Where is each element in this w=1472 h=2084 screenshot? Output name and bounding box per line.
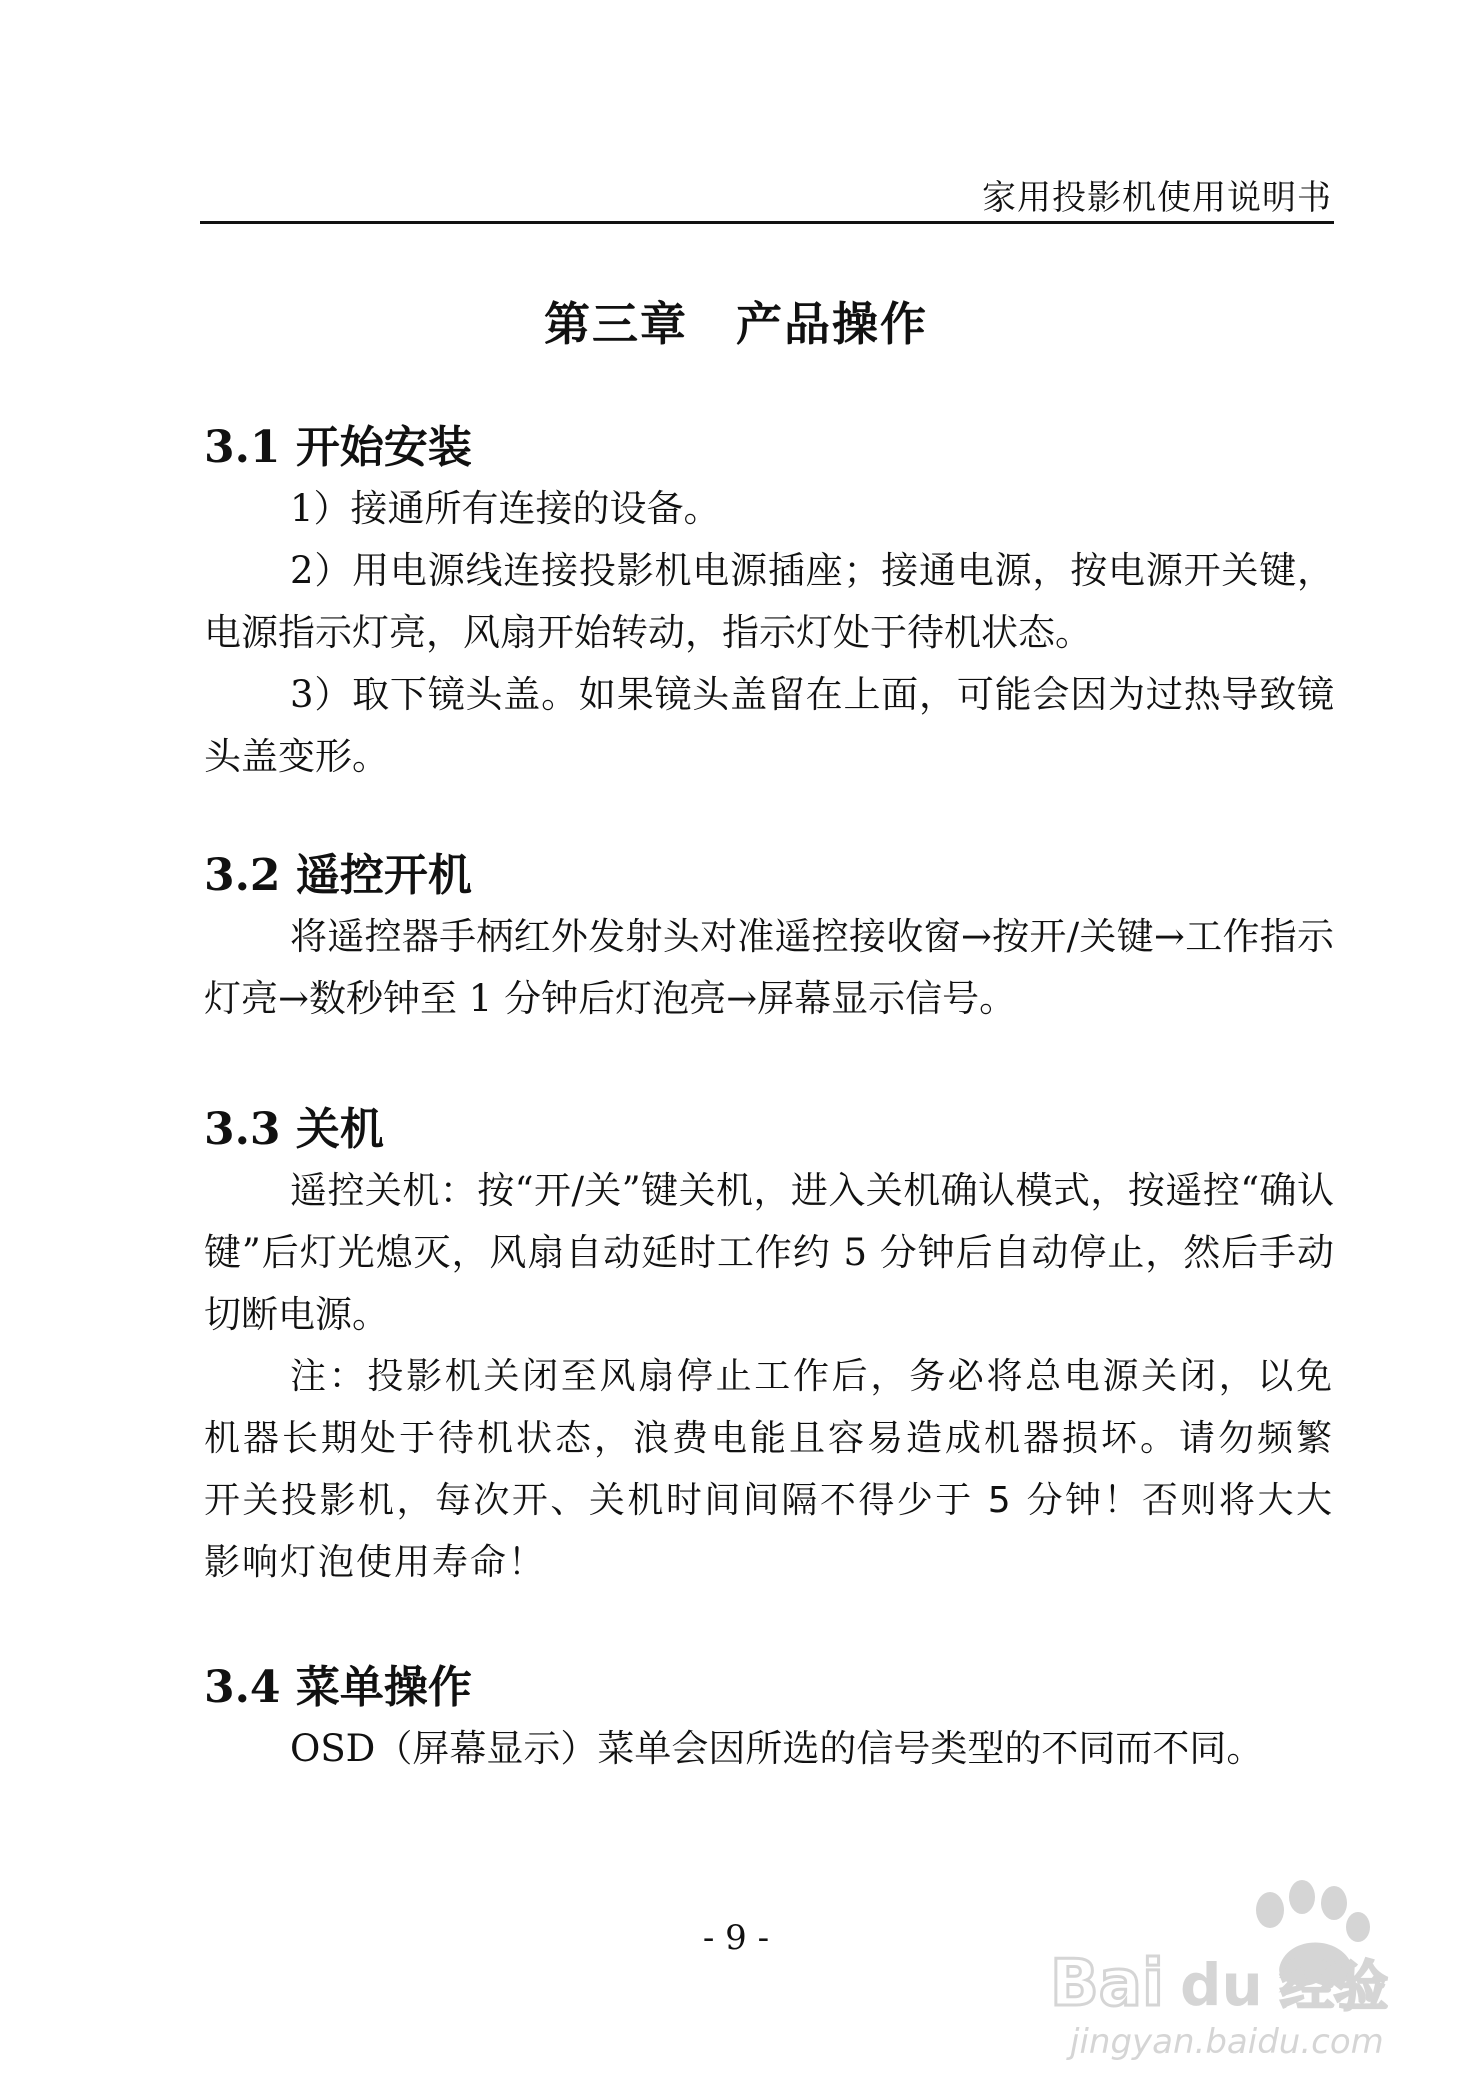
section-heading: 3.3 关机 — [204, 1104, 384, 1155]
paragraph: OSD（屏幕显示）菜单会因所选的信号类型的不同而不同。 — [290, 1727, 1264, 1770]
chapter-title: 第三章 产品操作 — [544, 297, 928, 351]
paragraph: 遥控关机：按“开/关”键关机，进入关机确认模式，按遥控“确认键”后灯光熄灭，风扇自动延时工作约 5 分钟后自动停止，然后手动切断电源。 — [204, 1169, 1334, 1336]
running-header: 家用投影机使用说明书 — [982, 178, 1332, 218]
svg-text:经验: 经验 — [1280, 1955, 1388, 2018]
paragraph: 将遥控器手柄红外发射头对准遥控接收窗→按开/关键→工作指示灯亮→数秒钟至 1 分钟后灯泡亮→屏幕显示信号。 — [204, 915, 1334, 1020]
page-number: - 9 - — [702, 1918, 770, 1958]
paragraph: 2）用电源线连接投影机电源插座；接通电源，按电源开关键，电源指示灯亮，风扇开始转动，指示灯处于待机状态。 — [204, 549, 1334, 654]
paragraph: 3）取下镜头盖。如果镜头盖留在上面，可能会因为过热导致镜头盖变形。 — [204, 673, 1334, 778]
section-3-1 — [204, 418, 1334, 788]
section-heading: 3.4 菜单操作 — [204, 1662, 472, 1713]
note-paragraph: 注：投影机关闭至风扇停止工作后，务必将总电源关闭，以免机器长期处于待机状态，浪费电能且容易造成机器损坏。请勿频繁开关投影机，每次开、关机时间间隔不得少于 5 分钟！否则将大大影响灯泡使用寿命！ — [204, 1356, 1334, 1583]
section-3-4 — [204, 1658, 1334, 1780]
svg-text:du: du — [1180, 1951, 1263, 2019]
section-3-2 — [204, 846, 1334, 1030]
svg-text:Bai: Bai — [1050, 1947, 1164, 2021]
paragraph: 1）接通所有连接的设备。 — [290, 487, 721, 530]
section-heading: 3.2 遥控开机 — [204, 850, 472, 901]
baidu-watermark — [1040, 1855, 1440, 2065]
section-heading: 3.1 开始安装 — [204, 422, 472, 473]
header-rule — [200, 221, 1334, 224]
svg-text:jingyan.baidu.com: jingyan.baidu.com — [1070, 2022, 1384, 2062]
section-3-3 — [204, 1100, 1334, 1594]
